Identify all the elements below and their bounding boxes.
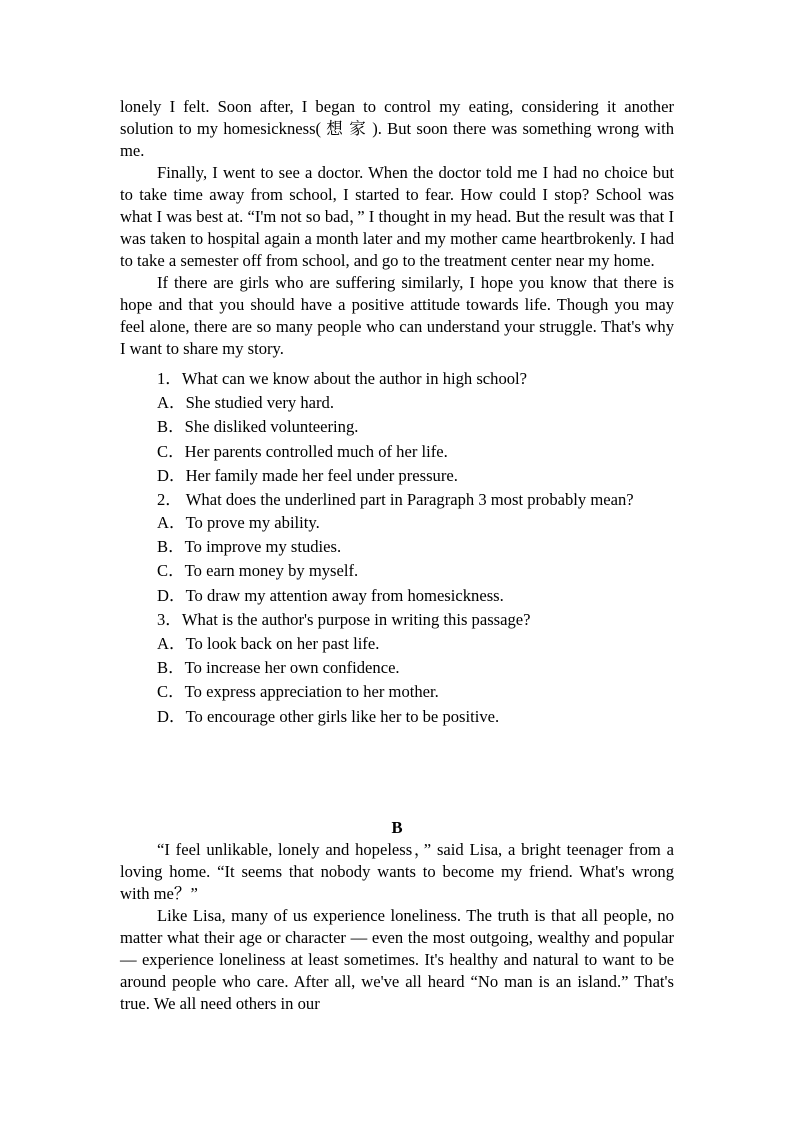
paragraph: Like Lisa, many of us experience loneliness. The truth is that all people, no matter what their age or character — even the most outgoing, wealthy and popular — experience loneliness at least sometimes. It's healthy and natural to want to be around people who care. After all, we've all heard “No man is an island.” That's true. We all need others in our: [120, 906, 674, 1013]
option-c: C．To earn money by myself.: [157, 561, 359, 581]
question-3: [120, 608, 674, 729]
option-b: B．She disliked volunteering.: [157, 417, 359, 437]
option-d: D．To encourage other girls like her to be positive.: [157, 706, 500, 726]
paragraph: If there are girls who are suffering similarly, I hope you know that there is hope and that you should have a positive attitude towards life. Though you may feel alone, there are so many people who can understand your struggle. That's why I want to share my story.: [120, 273, 674, 358]
option-c: C．Her parents controlled much of her life.: [157, 441, 448, 461]
option-c: C．To express appreciation to her mother.: [157, 682, 439, 702]
passage-a: [120, 96, 674, 729]
question-stem: 1．What can we know about the author in high school?: [157, 369, 528, 388]
question-stem: 3．What is the author's purpose in writing this passage?: [157, 609, 531, 629]
paragraph: “I feel unlikable, lonely and hopeless，” said Lisa, a bright teenager from a loving home. “It seems that nobody wants to become my friend. What's wrong with me？”: [120, 840, 674, 903]
question-2: [120, 488, 674, 608]
option-b: B．To improve my studies.: [157, 537, 342, 557]
passage-b: [120, 839, 674, 1015]
option-a: A．She studied very hard.: [157, 393, 334, 413]
option-b: B．To increase her own confidence.: [157, 658, 400, 678]
option-a: A．To look back on her past life.: [157, 634, 380, 654]
paragraph: Finally, I went to see a doctor. When the doctor told me I had no choice but to take time away from school, I started to fear. How could I stop? School was what I was best at. “I'm not so bad，” I thought in my head. But the result was that I was taken to hospital again a month later and my mother came heartbrokenly. I had to take a semester off from school, and go to the treatment center near my home.: [120, 163, 674, 270]
option-d: D．Her family made her feel under pressure.: [157, 465, 458, 485]
section-b-title: B: [391, 818, 403, 837]
paragraph: lonely I felt. Soon after, I began to control my eating, considering it another solution to my homesickness( 想 家 ). But soon there was something wrong with me.: [120, 97, 674, 160]
question-1: [120, 367, 674, 488]
option-a: A．To prove my ability.: [157, 513, 320, 533]
option-d: D．To draw my attention away from homesickness.: [157, 585, 504, 605]
question-stem: 2． What does the underlined part in Paragraph 3 most probably mean?: [157, 490, 634, 510]
